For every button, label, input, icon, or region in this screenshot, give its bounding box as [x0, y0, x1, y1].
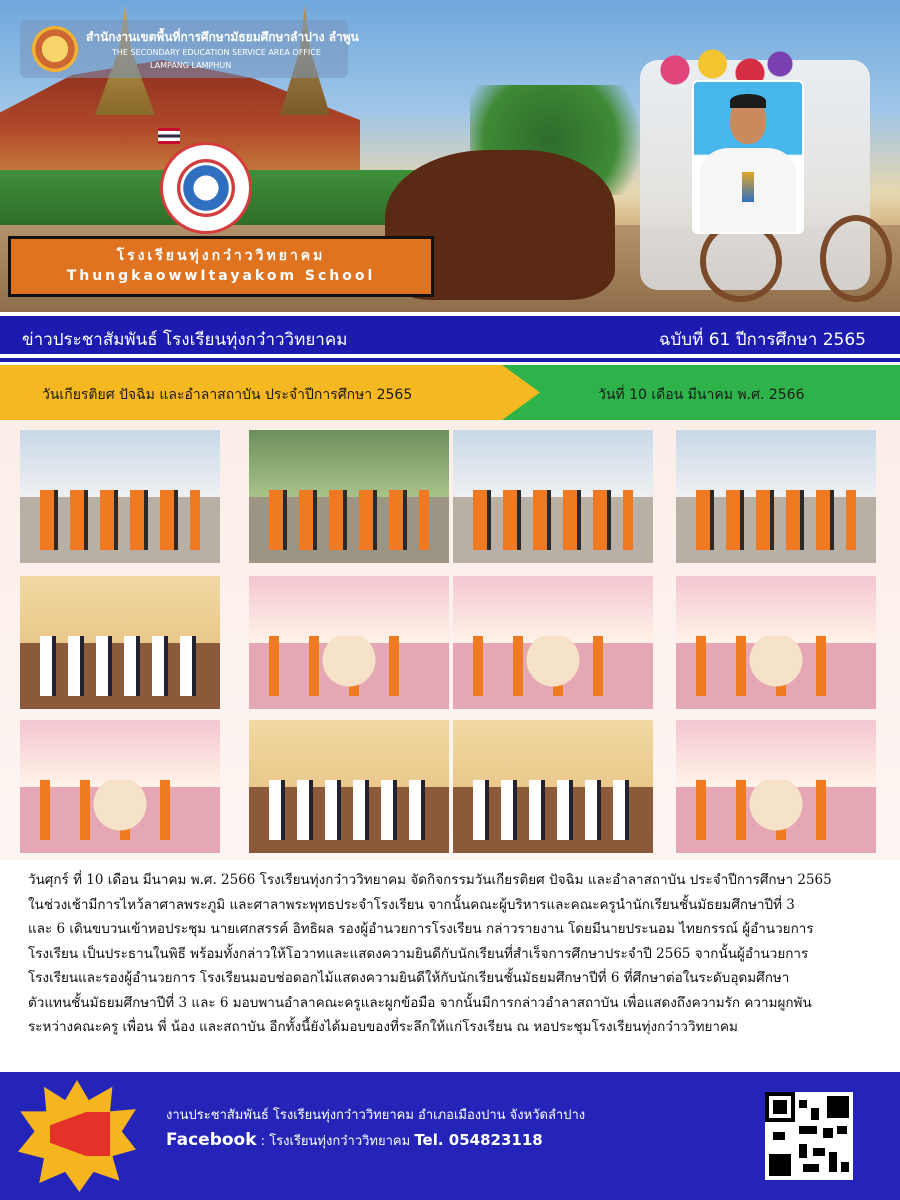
event-photo: [20, 720, 220, 853]
article-line: และ 6 เดินขบวนเข้าหอประชุม นายเศกสรรค์ อิทธิผล รองผู้อำนวยการโรงเรียน กล่าวรายงาน โดยมีนายประนอม ไทยกรรณ์ ผู้อำนวยการ: [28, 921, 814, 937]
office-name-en-region: LAMPANG LAMPHUN: [150, 61, 232, 70]
event-photo: [453, 576, 653, 709]
school-name-en: ThungkaowwItayakom School: [66, 268, 376, 284]
issue-number: ฉบับที่ 61 ปีการศึกษา 2565: [658, 330, 866, 350]
qr-code-icon[interactable]: [765, 1092, 853, 1180]
article-line: วันศุกร์ ที่ 10 เดือน มีนาคม พ.ศ. 2566 โรงเรียนทุ่งกว๋าววิทยาคม จัดกิจกรรมวันเกียรติยศ ปัจฉิม และอำลาสถาบัน ประจำปีการศึกษา 2565: [28, 872, 832, 888]
header-banner: [0, 0, 900, 312]
footer-pr-unit: งานประชาสัมพันธ์ โรงเรียนทุ่งกว๋าววิทยาคม อำเภอเมืองปาน จังหวัดลำปาง: [166, 1108, 586, 1123]
school-name-box: [8, 236, 434, 297]
event-photo: [453, 720, 653, 853]
facebook-label: Facebook: [166, 1130, 257, 1150]
event-photo: [20, 576, 220, 709]
event-photo: [676, 576, 876, 709]
event-date: วันที่ 10 เดือน มีนาคม พ.ศ. 2566: [598, 387, 805, 403]
newsletter-title-bar: [0, 312, 900, 362]
facebook-separator: :: [256, 1134, 270, 1149]
school-emblem-icon: [160, 142, 252, 234]
event-photo: [676, 430, 876, 563]
divider: [0, 354, 900, 358]
event-photo: [249, 576, 449, 709]
photo-gallery: [0, 420, 900, 860]
carriage-wheel-image: [820, 215, 892, 302]
article-body: [28, 868, 878, 1040]
phone-number: Tel. 054823118: [414, 1131, 543, 1149]
office-name-th: สำนักงานเขตพื้นที่การศึกษามัธยมศึกษาลำปาง ลำพูน: [86, 30, 359, 44]
newsletter-title: ข่าวประชาสัมพันธ์ โรงเรียนทุ่งกว๋าววิทยาคม: [22, 330, 348, 350]
article-line: โรงเรียนและรองผู้อำนวยการ โรงเรียนมอบช่อดอกไม้แสดงความยินดีให้กับนักเรียนชั้นมัธยมศึกษาปีที่ 6 ที่ศึกษาต่อในระดับอุดมศึกษา: [28, 970, 790, 986]
office-emblem-icon: [32, 26, 78, 72]
director-portrait: [692, 80, 804, 234]
footer: [0, 1072, 900, 1200]
article-line: โรงเรียน เป็นประธานในพิธี พร้อมทั้งกล่าวให้โอวาทและแสดงความยินดีกับนักเรียนที่สำเร็จการศึกษาประจำปี 2565 จากนั้นผู้อำนวยการ: [28, 945, 809, 962]
event-banner: [0, 365, 900, 420]
article-line: ตัวแทนชั้นมัธยมศึกษาปีที่ 3 และ 6 มอบพานอำลาคณะครูและผูกข้อมือ จากนั้นมีการกล่าวอำลาสถาบัน เพื่อแสดงถึงความรัก ความผูกพัน: [28, 994, 812, 1011]
event-photo: [676, 720, 876, 853]
office-name-en: THE SECONDARY EDUCATION SERVICE AREA OFFICE: [112, 48, 321, 57]
article-line: ในช่วงเช้ามีการไหว้ลาศาลพระภูมิ และศาลาพระพุทธประจำโรงเรียน จากนั้นคณะผู้บริหารและคณะครูนำนักเรียนชั้นมัธยมศึกษาปีที่ 3: [28, 896, 795, 913]
article-line: ระหว่างคณะครู เพื่อน พี่ น้อง และสถาบัน อีกทั้งนี้ยังได้มอบของที่ระลึกให้แก่โรงเรียน ณ หอประชุมโรงเรียนทุ่งกว๋าววิทยาคม: [28, 1019, 738, 1035]
thai-flag-icon: [158, 128, 180, 144]
footer-contact: [166, 1130, 543, 1151]
event-photo: [249, 720, 449, 853]
event-photo: [453, 430, 653, 563]
facebook-page-name[interactable]: โรงเรียนทุ่งกว๋าววิทยาคม: [269, 1134, 415, 1149]
event-photo: [249, 430, 449, 563]
event-photo: [20, 430, 220, 563]
school-name-th: โรงเรียนทุ่งกว๋าววิทยาคม: [116, 248, 326, 264]
event-title: วันเกียรติยศ ปัจฉิม และอำลาสถาบัน ประจำปีการศึกษา 2565: [42, 387, 413, 403]
